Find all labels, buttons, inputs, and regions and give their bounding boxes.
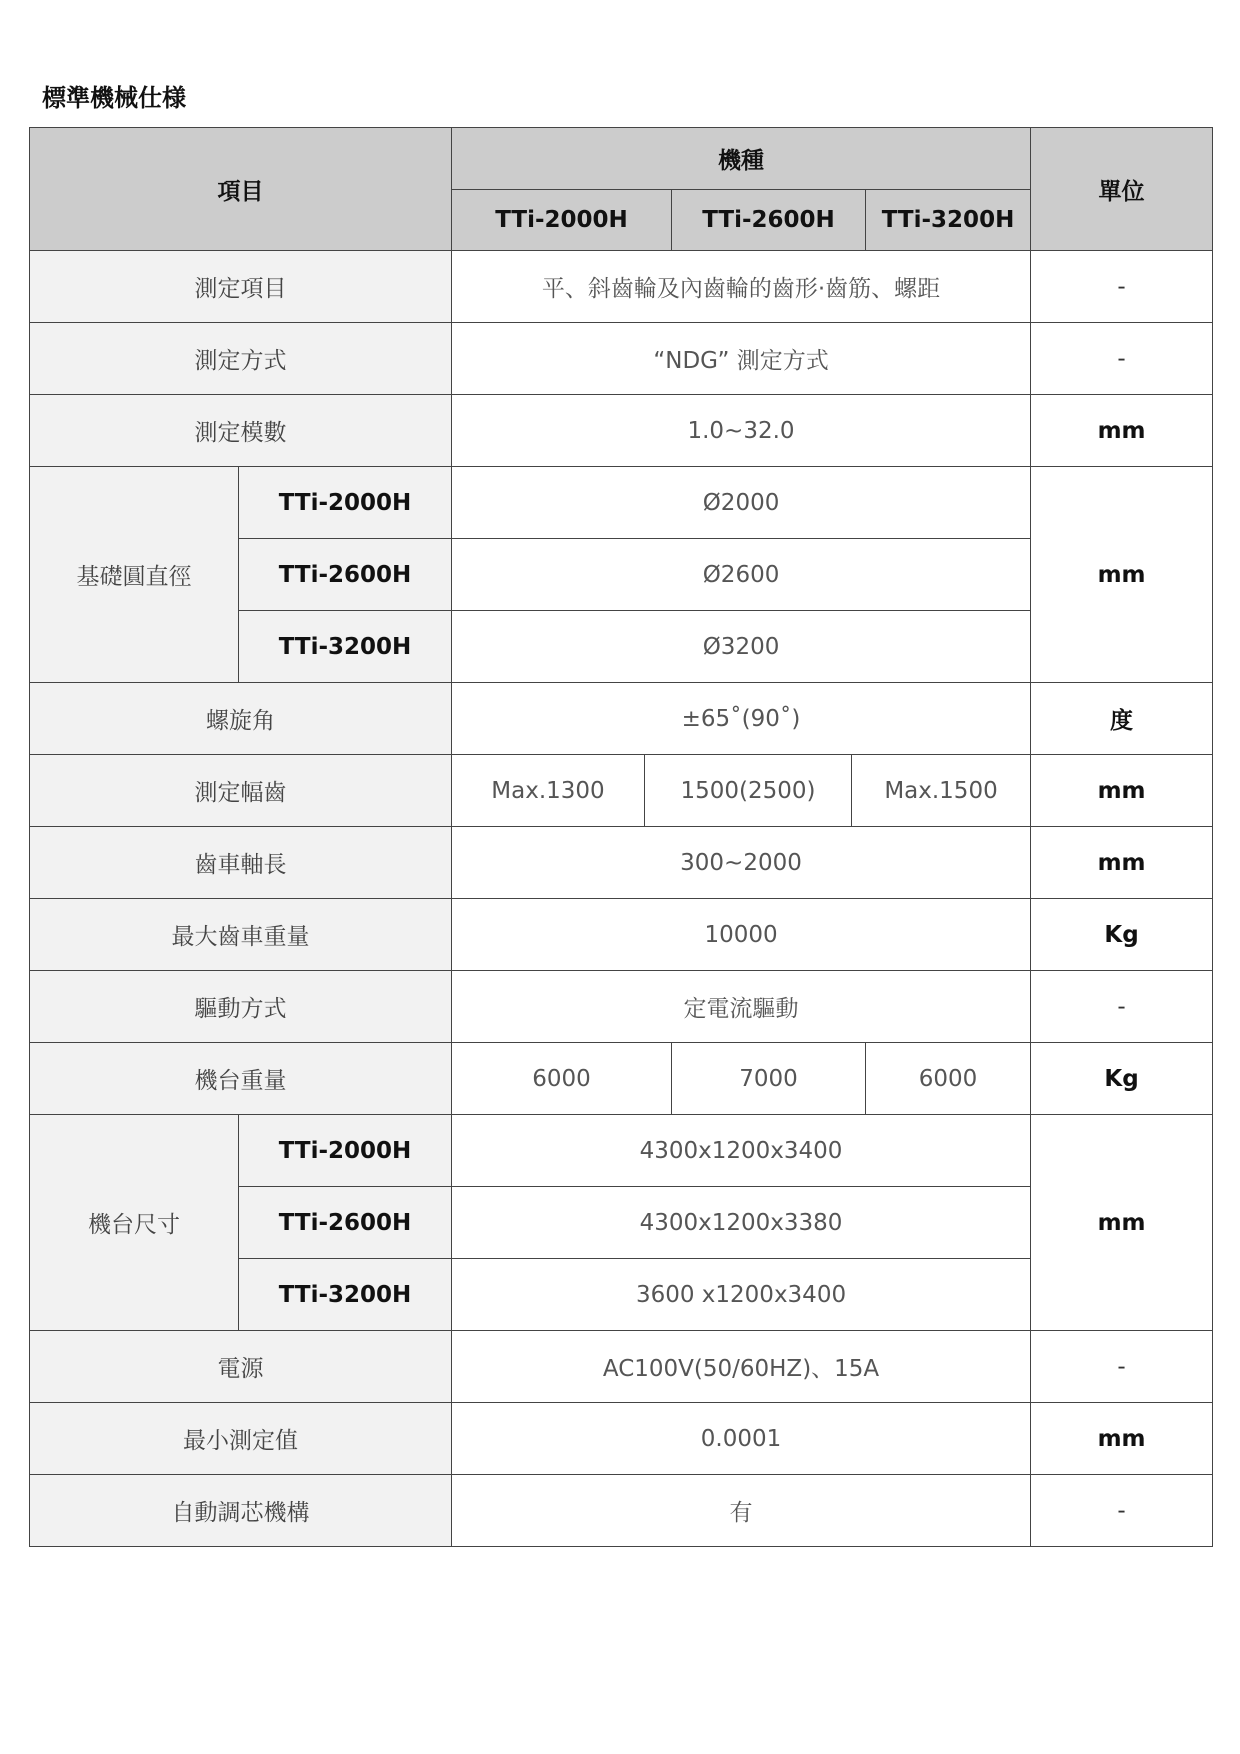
row-unit: Kg (1031, 899, 1213, 971)
header-row (30, 128, 1213, 190)
row-label: 最大齒車重量 (30, 899, 452, 971)
row-value: 0.0001 (452, 1403, 1031, 1475)
row-label: 測定方式 (30, 323, 452, 395)
table-row (30, 1475, 1213, 1547)
row-sublabel: TTi-3200H (239, 611, 452, 683)
row-label: 機台重量 (30, 1043, 452, 1115)
row-sublabel: TTi-2000H (239, 467, 452, 539)
row-label: 驅動方式 (30, 971, 452, 1043)
row-label: 測定模數 (30, 395, 452, 467)
row-value: 10000 (452, 899, 1031, 971)
row-unit: - (1031, 323, 1213, 395)
row-unit: mm (1031, 395, 1213, 467)
row-label: 自動調芯機構 (30, 1475, 452, 1547)
row-value: Ø3200 (452, 611, 1031, 683)
row-value: Max.1300 (452, 755, 645, 827)
table-row (30, 1043, 1213, 1115)
row-value: Ø2600 (452, 539, 1031, 611)
row-value: 定電流驅動 (452, 971, 1031, 1043)
header-unit: 單位 (1031, 128, 1213, 251)
row-value: 6000 (866, 1043, 1031, 1115)
table-row (30, 683, 1213, 755)
row-unit: 度 (1031, 683, 1213, 755)
row-label: 測定幅齒 (30, 755, 452, 827)
page-title: 標準機械仕様 (42, 84, 186, 112)
row-unit: - (1031, 971, 1213, 1043)
row-value: 7000 (672, 1043, 866, 1115)
header-model-1: TTi-2000H (452, 190, 672, 251)
row-value: 6000 (452, 1043, 672, 1115)
row-label: 電源 (30, 1331, 452, 1403)
table-row (30, 827, 1213, 899)
header-model-2: TTi-2600H (672, 190, 866, 251)
row-unit: - (1031, 1331, 1213, 1403)
row-unit: - (1031, 1475, 1213, 1547)
spec-table (29, 127, 1213, 1547)
row-sublabel: TTi-3200H (239, 1259, 452, 1331)
row-unit: mm (1031, 827, 1213, 899)
row-value: AC100V(50/60HZ)、15A (452, 1331, 1031, 1403)
table-row (30, 467, 1213, 539)
row-unit: mm (1031, 1403, 1213, 1475)
table-row (30, 395, 1213, 467)
row-value: 1.0~32.0 (452, 395, 1031, 467)
row-value: Max.1500 (852, 755, 1031, 827)
row-label: 最小測定值 (30, 1403, 452, 1475)
table-row (30, 971, 1213, 1043)
table-row (30, 251, 1213, 323)
row-value: 4300x1200x3400 (452, 1115, 1031, 1187)
row-value: 1500(2500) (645, 755, 852, 827)
row-unit: mm (1031, 1115, 1213, 1331)
row-unit: mm (1031, 467, 1213, 683)
row-label: 齒車軸長 (30, 827, 452, 899)
row-sublabel: TTi-2600H (239, 1187, 452, 1259)
table-row (30, 1115, 1213, 1187)
row-sublabel: TTi-2600H (239, 539, 452, 611)
row-unit: Kg (1031, 1043, 1213, 1115)
row-sublabel: TTi-2000H (239, 1115, 452, 1187)
row-value: ±65˚(90˚) (452, 683, 1031, 755)
table-row (30, 1331, 1213, 1403)
row-unit: - (1031, 251, 1213, 323)
row-unit: mm (1031, 755, 1213, 827)
row-value: 有 (452, 1475, 1031, 1547)
row-value: 300~2000 (452, 827, 1031, 899)
header-model: 機種 (452, 128, 1031, 190)
table-row (30, 1403, 1213, 1475)
row-value: “NDG” 測定方式 (452, 323, 1031, 395)
row-label: 機台尺寸 (30, 1115, 239, 1331)
row-value: Ø2000 (452, 467, 1031, 539)
header-model-3: TTi-3200H (866, 190, 1031, 251)
row-label: 螺旋角 (30, 683, 452, 755)
table-row (30, 755, 1213, 827)
row-label: 測定項目 (30, 251, 452, 323)
row-value: 平、斜齒輪及內齒輪的齒形·齒筋、螺距 (452, 251, 1031, 323)
table-row (30, 899, 1213, 971)
row-value: 4300x1200x3380 (452, 1187, 1031, 1259)
table-row (30, 323, 1213, 395)
row-value: 3600 x1200x3400 (452, 1259, 1031, 1331)
row-label: 基礎圓直徑 (30, 467, 239, 683)
header-item: 項目 (30, 128, 452, 251)
